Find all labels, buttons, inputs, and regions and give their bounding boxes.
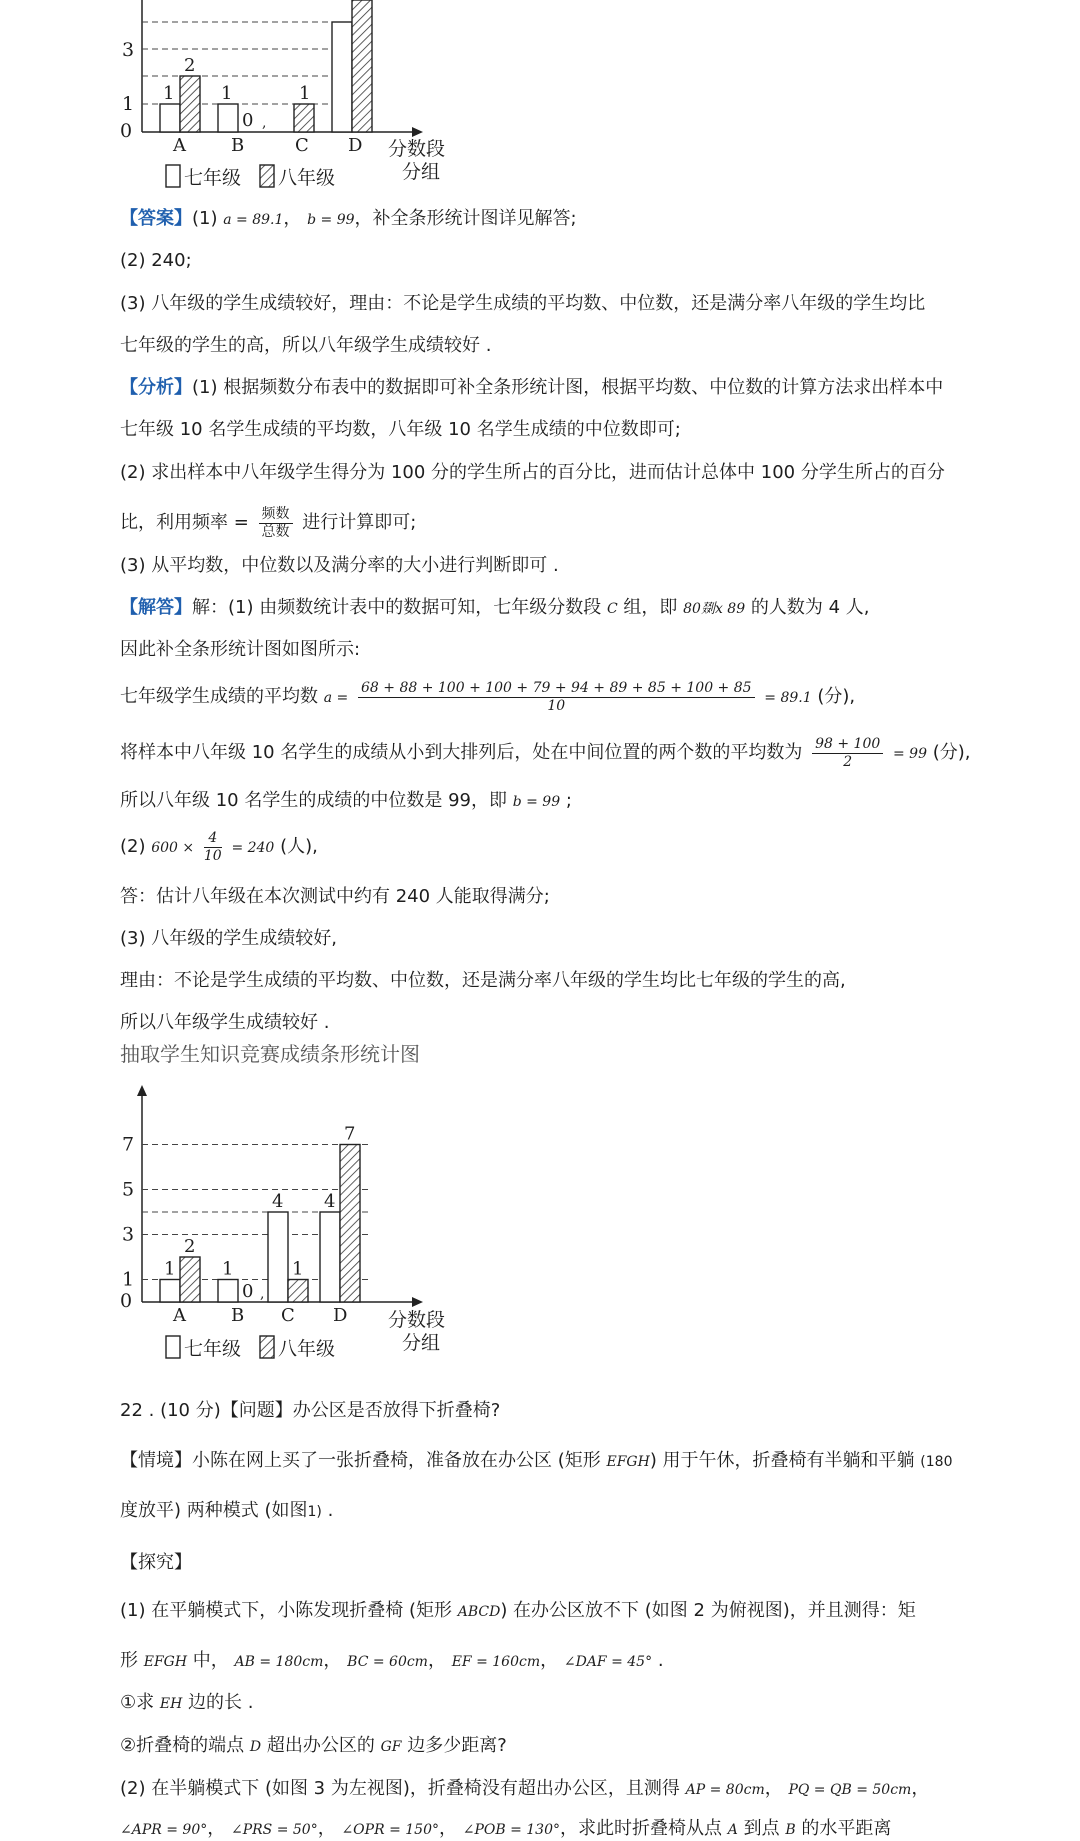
bottom-y-arrow (137, 1085, 147, 1096)
bar-grade7-A (160, 104, 180, 132)
top-bar-chart (90, 0, 510, 200)
problem-explore-heading: 【探究】 (120, 1552, 192, 1573)
x-category-label: B (231, 1305, 245, 1326)
problem-q2-line-2: ∠APR = 90°， ∠PRS = 50°， ∠OPR = 150°， ∠POB = 130°，求此时折叠椅从点 A 到点 B 的水平距离 (120, 1818, 892, 1839)
y-tick-label: 0 (120, 120, 133, 142)
bottom-x-axis-label: 分组 (402, 1332, 441, 1354)
bar-grade7-C (268, 1212, 288, 1302)
x-category-label: C (295, 135, 309, 156)
bar-value-label: 1 (163, 83, 175, 104)
solution-line-1: 【解答】解：(1) 由频数统计表中的数据可知，七年级分数段 C 组，即 80剟x 89 的人数为 4 人, (120, 597, 870, 618)
bar-grade7-D (320, 1212, 340, 1302)
solution-line-7: 答：估计八年级在本次测试中约有 240 人能取得满分; (120, 886, 550, 907)
bar-value-label: 1 (222, 1258, 234, 1280)
bar-grade7-A (160, 1280, 180, 1303)
analysis-line-2: 七年级 10 名学生成绩的平均数，八年级 10 名学生成绩的中位数即可; (120, 419, 681, 440)
bar-grade8-D (340, 1145, 360, 1303)
bar-value-label: 0 (242, 110, 254, 131)
bar-value-label: 0 (242, 1281, 254, 1302)
x-category-label: D (348, 135, 363, 156)
chart-title: 抽取学生知识竞赛成绩条形统计图 (120, 1042, 420, 1066)
y-tick-label: 1 (122, 1268, 135, 1291)
problem-scenario-line-2: 度放平) 两种模式 (如图1) . (120, 1500, 334, 1521)
bar-grade8-A (180, 1257, 200, 1302)
legend-label: 八年级 (278, 167, 336, 189)
bar-value-label: 1 (292, 1258, 304, 1280)
bottom-legend-label: 七年级 (184, 1338, 242, 1360)
bar-value-label: 7 (344, 1123, 356, 1145)
x-category-label: B (231, 135, 245, 156)
bottom-legend-swatch-grade8 (260, 1336, 274, 1358)
median-fraction: $\frac{98 + 100}{2}$ (812, 736, 883, 771)
proportion-fraction: $\frac{4}{10}$ (203, 829, 222, 864)
answer-line-2: (2) 240; (120, 250, 192, 271)
solution-line-5: 所以八年级 10 名学生的成绩的中位数是 99，即 b = 99 ; (120, 790, 572, 811)
bar-grade8-C (294, 104, 314, 132)
frequency-fraction: $\frac{\text{频数}}{\text{总数}}$ (259, 506, 293, 541)
bottom-x-axis-label: 分数段 (388, 1309, 446, 1331)
y-tick-label: 3 (122, 1223, 135, 1246)
bar-value-label: 4 (324, 1191, 336, 1212)
problem-header: 22 . (10 分)【问题】办公区是否放得下折叠椅? (120, 1400, 501, 1421)
bottom-legend-swatch-grade7 (166, 1336, 180, 1358)
bar-value-label: 1 (299, 83, 311, 104)
bar-value-label: 1 (221, 83, 233, 104)
legend-swatch-grade8 (260, 165, 274, 187)
analysis-line-1: 【分析】(1) 根据频数分布表中的数据即可补全条形统计图，根据平均数、中位数的计算方法求出样本中 (120, 377, 944, 398)
bar-value-label: 1 (164, 1258, 176, 1280)
top-x-arrow (412, 127, 423, 137)
bar-grade7-D (332, 22, 352, 132)
x-category-label: A (173, 1305, 186, 1326)
problem-q2-line-1: (2) 在半躺模式下 (如图 3 为左视图)，折叠椅没有超出办公区，且测得 AP = 80cm， PQ = QB = 50cm， (120, 1778, 930, 1799)
answer-line-3: (3) 八年级的学生成绩较好，理由：不论是学生成绩的平均数、中位数，还是满分率八年级的学生均比 (120, 293, 926, 314)
bar-value-label: , (262, 115, 267, 131)
bar-value-label: , (260, 1286, 265, 1302)
bottom-bar-chart (90, 1080, 510, 1370)
answer-line-1: 【答案】(1) a = 89.1， b = 99，补全条形统计图详见解答; (120, 208, 577, 229)
bar-grade8-C (288, 1280, 308, 1303)
bar-value-label: 2 (184, 1236, 196, 1257)
problem-q1-line-2: 形 EFGH 中， AB = 180cm， BC = 60cm， EF = 160cm， ∠DAF = 45° . (120, 1650, 664, 1671)
solution-line-10: 所以八年级学生成绩较好 . (120, 1012, 330, 1033)
y-tick-label: 0 (120, 1290, 133, 1312)
analysis-line-5: (3) 从平均数，中位数以及满分率的大小进行判断即可 . (120, 555, 559, 576)
x-category-label: C (281, 1305, 295, 1326)
problem-q1-line-1: (1) 在平躺模式下，小陈发现折叠椅 (矩形 ABCD) 在办公区放不下 (如图 2 为俯视图)，并且测得：矩 (120, 1600, 916, 1621)
bar-value-label: 2 (184, 55, 196, 76)
problem-scenario-line-1: 【情境】小陈在网上买了一张折叠椅，准备放在办公区 (矩形 EFGH) 用于午休，折叠椅有半躺和平躺 (180 (120, 1450, 953, 1471)
analysis-tag: 【分析】 (120, 377, 192, 398)
legend-swatch-grade7 (166, 165, 180, 187)
solution-line-8: (3) 八年级的学生成绩较好, (120, 928, 337, 949)
legend-label: 七年级 (184, 167, 242, 189)
bottom-legend-label: 八年级 (278, 1338, 336, 1360)
problem-q1-part-1: ①求 EH 边的长 . (120, 1692, 254, 1713)
problem-q1-part-2: ②折叠椅的端点 D 超出办公区的 GF 边多少距离? (120, 1735, 507, 1756)
solution-line-6: (2) 600 × $\frac{4}{10}$ = 240 (人), (120, 829, 318, 864)
x-axis-label: 分数段 (388, 138, 446, 160)
y-tick-label: 1 (122, 93, 135, 115)
bar-grade7-B (218, 1280, 238, 1303)
solution-line-3: 七年级学生成绩的平均数 a = $\frac{68 + 88 + 100 + 100 + 79 + 94 + 89 + 85 + 100 + 85}{10}$ = 89.1 (分), (120, 679, 856, 714)
analysis-line-4: 比，利用频率 = $\frac{\text{频数}}{\text{总数}}$ 进行计算即可; (120, 505, 417, 540)
solution-line-4: 将样本中八年级 10 名学生的成绩从小到大排列后，处在中间位置的两个数的平均数为 $\frac{98 + 100}{2}$ = 99 (分), (120, 735, 971, 770)
solution-tag: 【解答】 (120, 597, 192, 618)
solution-line-2: 因此补全条形统计图如图所示: (120, 639, 361, 660)
mean-fraction: $\frac{68 + 88 + 100 + 100 + 79 + 94 + 89 + 85 + 100 + 85}{10}$ (358, 680, 755, 715)
bar-grade7-B (218, 104, 238, 132)
y-tick-label: 3 (122, 39, 135, 61)
analysis-line-3: (2) 求出样本中八年级学生得分为 100 分的学生所占的百分比，进而估计总体中 100 分学生所占的百分 (120, 462, 945, 483)
bar-grade8-A (180, 76, 200, 132)
y-tick-label: 5 (122, 1178, 135, 1201)
answer-line-4: 七年级的学生的高，所以八年级学生成绩较好 . (120, 335, 492, 356)
x-axis-label: 分组 (402, 161, 441, 183)
x-category-label: A (173, 135, 186, 156)
bottom-x-arrow (412, 1297, 423, 1307)
y-tick-label: 7 (122, 1133, 135, 1156)
bar-grade8-D (352, 0, 372, 132)
bar-value-label: 4 (272, 1191, 284, 1212)
solution-line-9: 理由：不论是学生成绩的平均数、中位数，还是满分率八年级的学生均比七年级的学生的高, (120, 970, 846, 991)
x-category-label: D (333, 1305, 348, 1326)
answer-tag: 【答案】 (120, 208, 192, 229)
